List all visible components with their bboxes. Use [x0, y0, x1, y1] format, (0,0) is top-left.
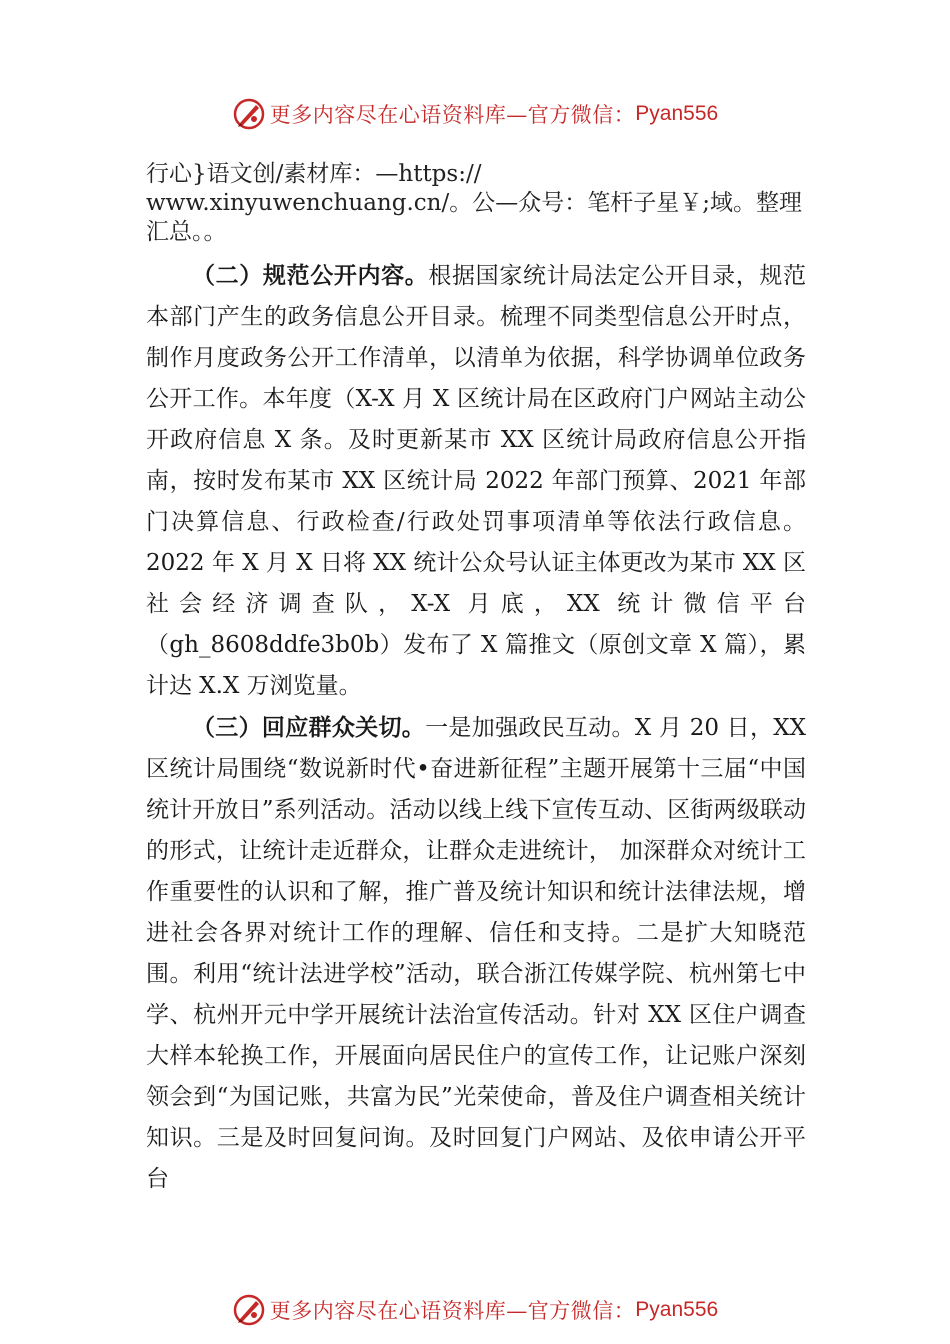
- header-banner-text: 更多内容尽在心语资料库—官方微信：: [269, 103, 636, 127]
- section-2-paragraph: [146, 255, 806, 707]
- source-note-line-1: 行心}语文创/素材库：—https://: [146, 161, 482, 187]
- section-2-text: 根据国家统计局法定公开目录，规范本部门产生的政务信息公开目录。梳理不同类型信息公开时点，制作月度政务公开工作清单，以清单为依据，科学协调单位政务公开工作。本年度（X-X 月 X 区统计局在区政府门户网站主动公开政府信息 X 条。及时更新某市 XX 区统计局政府信息公开指南，按时发布某市 XX 区统计局 2022 年部门预算、2021 年部门决算信息、行政检查/行政处罚事项清单等依法行政信息。2022 年 X 月 X 日将 XX 统计公众号认证主体更改为某市 XX 区社会经济调查队，X-X 月底，XX 统计微信平台（gh_8608ddfe3b0b）发布了 X 篇推文（原创文章 X 篇），累计达 X.X 万浏览量。: [146, 263, 807, 699]
- source-note: [146, 160, 826, 247]
- section-2-heading: （二）规范公开内容。: [192, 262, 429, 289]
- pen-logo-icon: [232, 97, 266, 131]
- footer-banner: [0, 1290, 950, 1330]
- header-banner-wechat-id: Pyan556: [635, 102, 719, 125]
- section-3-text: 一是加强政民互动。X 月 20 日，XX 区统计局围绕“数说新时代•奋进新征程”主题开展第十三届“中国统计开放日”系列活动。活动以线上线下宣传互动、区街两级联动的形式，让统计走近群众，让群众走进统计， 加深群众对统计工作重要性的认识和了解，推广普及统计知识和统计法律法规，增进社会各界对统计工作的理解、信任和支持。二是扩大知晓范围。利用“统计法进学校”活动，联合浙江传媒学院、杭州第七中学、杭州开元中学开展统计法治宣传活动。针对 XX 区住户调查大样本轮换工作，开展面向居民住户的宣传工作，让记账户深刻领会到“为国记账，共富为民”光荣使命，普及住户调查相关统计知识。三是及时回复问询。及时回复门户网站、及依申请公开平台: [146, 715, 807, 1192]
- header-banner: [0, 94, 950, 134]
- pen-logo-icon: [232, 1293, 266, 1327]
- section-3-heading: （三）回应群众关切。: [192, 714, 426, 741]
- source-note-line-3: 汇总。。: [146, 219, 227, 245]
- footer-banner-wechat-id: Pyan556: [635, 1298, 719, 1321]
- footer-banner-text: 更多内容尽在心语资料库—官方微信：: [269, 1299, 636, 1323]
- section-3-paragraph: [146, 707, 806, 1200]
- source-note-line-2: www.xinyuwenchuang.cn/。公—众号：笔杆子星￥;域。整理: [146, 190, 802, 216]
- document-body: [146, 255, 806, 1200]
